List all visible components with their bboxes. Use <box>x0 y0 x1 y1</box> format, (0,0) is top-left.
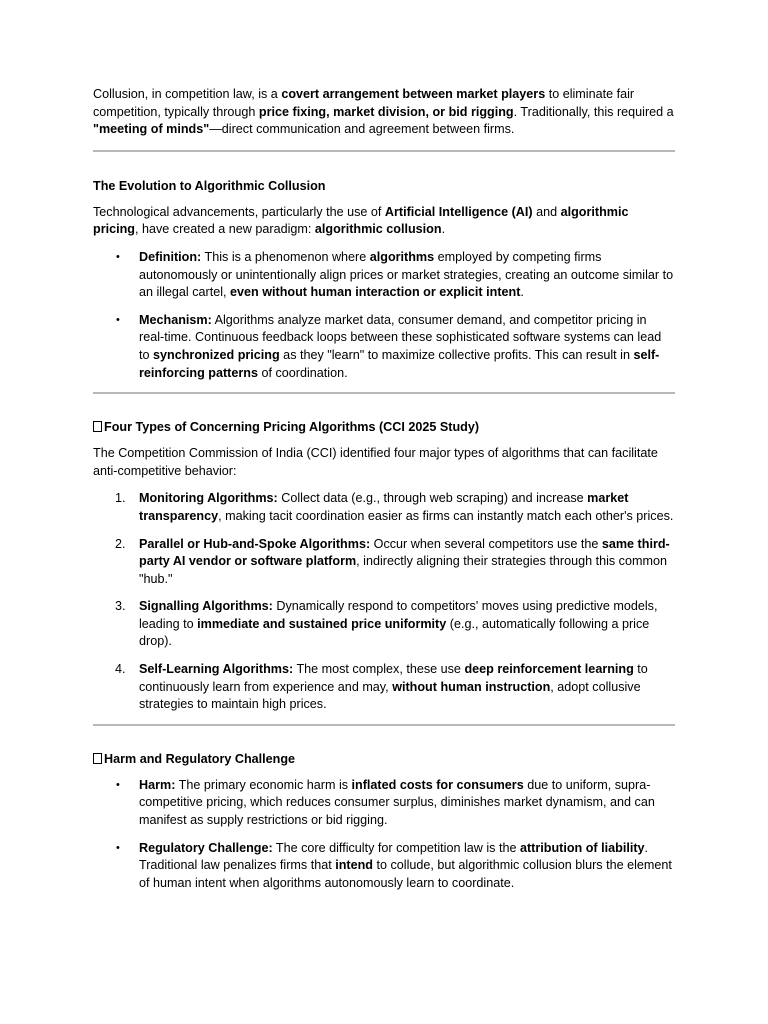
intro-bold: price fixing, market division, or bid rigging <box>258 104 514 119</box>
list-item <box>93 536 675 589</box>
section1-paragraph <box>93 204 675 239</box>
section-divider <box>93 150 675 152</box>
list-item <box>93 661 675 714</box>
item-bold: attribution of liability <box>519 840 645 855</box>
para-text: and <box>532 204 561 219</box>
list-item <box>93 249 675 302</box>
item-text: employed by competing firms autonomously or unintentionally align prices or market strategies, creating an outcome similar to an illegal cartel, <box>139 249 674 300</box>
heading-text: Four Types of Concerning Pricing Algorithms (CCI 2025 Study) <box>104 420 480 435</box>
item-bold: deep reinforcement learning <box>464 662 634 677</box>
number-marker: 3. <box>115 599 126 614</box>
item-text: to collude, but algorithmic collusion blurs the element of human intent when algorithms autonomously learn to coordinate. <box>139 858 672 890</box>
para-bold: algorithmic collusion <box>314 222 442 237</box>
intro-text: —direct communication and agreement between firms. <box>209 122 515 137</box>
intro-text: to eliminate fair competition, typically through <box>93 87 635 119</box>
number-marker: 1. <box>115 491 126 506</box>
item-label: Self-Learning Algorithms: <box>139 662 294 677</box>
item-label: Definition: <box>139 249 202 264</box>
list-item <box>93 777 675 830</box>
item-label: Regulatory Challenge: <box>139 840 273 855</box>
item-text: , indirectly aligning their strategies through this common "hub." <box>139 554 667 586</box>
item-bold: immediate and sustained price uniformity <box>197 616 447 631</box>
item-text: (e.g., automatically following a price drop). <box>139 616 650 649</box>
section2-numbered-list <box>93 490 675 714</box>
item-text: Occur when several competitors use the <box>370 536 602 551</box>
missing-glyph-icon <box>93 421 102 432</box>
intro-bold: "meeting of minds" <box>93 122 210 137</box>
item-text: The core difficulty for competition law is the <box>272 840 520 855</box>
item-bold: even without human interaction or explicit intent <box>230 285 521 300</box>
section-heading-harm <box>93 751 675 768</box>
item-label: Monitoring Algorithms: <box>139 491 278 506</box>
section1-bullet-list <box>93 249 675 382</box>
intro-text: . Traditionally, this required a <box>513 104 674 119</box>
intro-text: Collusion, in competition law, is a <box>93 87 282 101</box>
section-divider <box>93 724 675 726</box>
list-item <box>93 598 675 651</box>
item-text: to continuously learn from experience and may, <box>139 662 648 694</box>
item-text: The most complex, these use <box>293 662 465 677</box>
bullet-marker: • <box>116 778 120 791</box>
item-text: as they "learn" to maximize collective profits. This can result in <box>279 347 634 362</box>
item-bold: same third-party AI vendor or software platform <box>139 536 670 569</box>
item-text: of coordination. <box>257 365 348 380</box>
section-divider <box>93 392 675 394</box>
item-bold: synchronized pricing <box>153 347 280 362</box>
para-bold: algorithmic pricing <box>93 204 629 237</box>
intro-paragraph <box>93 86 675 139</box>
list-item <box>93 490 675 525</box>
item-text: Dynamically respond to competitors' moves using predictive models, leading to <box>139 599 658 631</box>
heading-text: Harm and Regulatory Challenge <box>104 751 296 766</box>
item-text: , making tacit coordination easier as firms can instantly match each other's prices. <box>218 508 674 523</box>
para-bold: Artificial Intelligence (AI) <box>384 204 533 219</box>
item-label: Mechanism: <box>139 312 212 327</box>
item-text: . Traditional law penalizes firms that <box>139 840 649 873</box>
item-text: due to uniform, supra-competitive pricing, which reduces consumer surplus, diminishes market dynamism, and can manifest as supply restrictions or bid rigging. <box>139 777 655 828</box>
missing-glyph-icon <box>93 753 102 764</box>
para-text: Technological advancements, particularly the use of <box>93 204 385 219</box>
bullet-marker: • <box>116 313 120 326</box>
item-label: Signalling Algorithms: <box>139 599 273 614</box>
para-text: , have created a new paradigm: <box>134 222 315 237</box>
item-text: Collect data (e.g., through web scraping) and increase <box>277 491 588 506</box>
item-text: , adopt collusive strategies to maintain high prices. <box>139 679 641 712</box>
bullet-marker: • <box>116 841 120 854</box>
item-bold: intend <box>335 858 373 873</box>
item-text: Algorithms analyze market data, consumer demand, and competitor pricing in real-time. Continuous feedback loops between these sophisticated software systems can lead to <box>139 312 662 362</box>
bullet-marker: • <box>116 250 120 263</box>
item-text: . <box>520 285 524 300</box>
para-text: . <box>441 222 446 237</box>
section2-paragraph: The Competition Commission of India (CCI) identified four major types of algorithms that can facilitate anti-competitive behavior: <box>93 446 658 478</box>
number-marker: 4. <box>115 662 126 677</box>
intro-bold: covert arrangement between market players <box>281 87 546 101</box>
section-heading-evolution: The Evolution to Algorithmic Collusion <box>93 178 326 193</box>
item-bold: without human instruction <box>392 679 551 694</box>
item-label: Parallel or Hub-and-Spoke Algorithms: <box>139 536 371 551</box>
section3-bullet-list <box>93 777 675 893</box>
list-item <box>93 840 675 893</box>
item-bold: self-reinforcing patterns <box>139 347 660 380</box>
item-bold: market transparency <box>139 491 629 523</box>
item-bold: inflated costs for consumers <box>351 777 524 792</box>
list-item <box>93 312 675 382</box>
item-label: Harm: <box>139 777 176 792</box>
item-text: The primary economic harm is <box>175 777 352 792</box>
number-marker: 2. <box>115 536 126 551</box>
section-heading-algorithms <box>93 419 675 436</box>
item-text: This is a phenomenon where <box>201 249 370 264</box>
item-bold: algorithms <box>369 249 435 264</box>
